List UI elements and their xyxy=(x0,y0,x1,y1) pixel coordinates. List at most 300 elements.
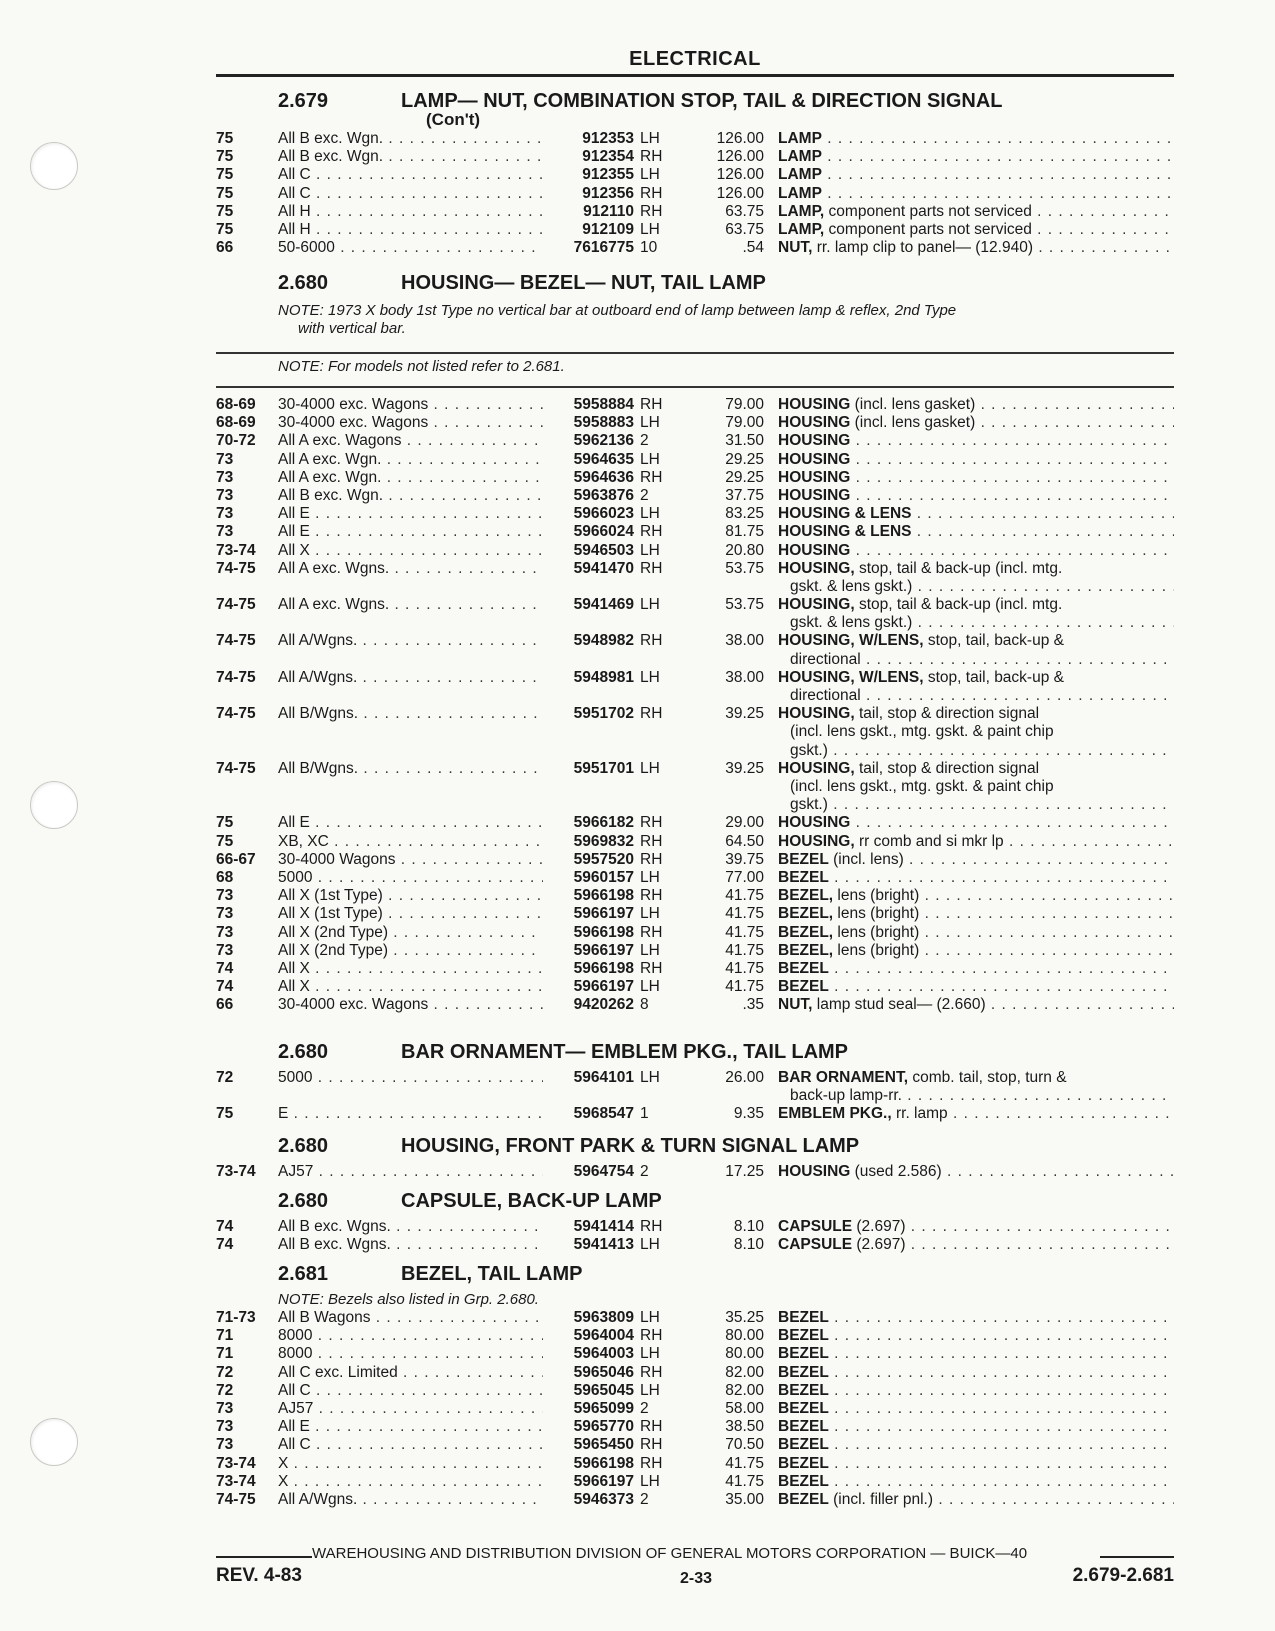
section-heading xyxy=(216,1263,1174,1289)
description-line xyxy=(778,905,1174,923)
part-row xyxy=(216,221,1174,239)
model-application: All A/Wgns. . . . xyxy=(278,1491,543,1509)
description-line xyxy=(778,978,1174,996)
side-or-quantity: RH xyxy=(640,959,663,977)
note-rule-bottom xyxy=(216,386,1174,388)
part-description xyxy=(778,996,1174,1014)
description-text: tail, stop & direction signal xyxy=(854,759,1040,777)
description-line xyxy=(778,221,1174,239)
model-year: 72 xyxy=(216,1381,234,1399)
description-text: tail, stop & direction signal xyxy=(854,705,1040,723)
model-year: 75 xyxy=(216,202,234,220)
description-line xyxy=(778,523,1174,541)
part-number: 5966197 xyxy=(573,905,634,923)
description-text: lens (bright) xyxy=(833,941,920,959)
part-number: 5966198 xyxy=(573,887,634,905)
part-number: 5958883 xyxy=(573,414,634,432)
description-text: (2.697) xyxy=(852,1218,906,1235)
section-heading xyxy=(216,1190,1174,1216)
side-or-quantity: LH xyxy=(640,978,660,996)
side-or-quantity: RH xyxy=(640,559,663,577)
description-keyword: EMBLEM PKG., xyxy=(778,1105,892,1123)
part-description xyxy=(778,1455,1174,1473)
part-description xyxy=(778,239,1174,257)
side-or-quantity: RH xyxy=(640,1436,663,1454)
description-line xyxy=(778,778,1174,796)
side-or-quantity: 2 xyxy=(640,432,649,450)
list-price: 39.25 xyxy=(725,705,764,723)
side-or-quantity: LH xyxy=(640,220,660,238)
model-year: 73 xyxy=(216,1436,234,1454)
part-row xyxy=(216,130,1174,148)
part-description xyxy=(778,905,1174,923)
parts-list xyxy=(216,1163,1174,1181)
part-description xyxy=(778,705,1174,760)
description-text: (incl. filler pnl.) xyxy=(828,1490,934,1508)
list-price: 38.00 xyxy=(725,668,764,686)
part-description xyxy=(778,1163,1174,1181)
part-description xyxy=(778,1327,1174,1345)
description-text: component parts not serviced xyxy=(824,220,1032,238)
part-row xyxy=(216,1400,1174,1418)
side-or-quantity: LH xyxy=(640,130,660,147)
side-or-quantity: RH xyxy=(640,923,663,941)
description-text: gskt.) xyxy=(790,741,828,759)
description-keyword: CAPSULE xyxy=(778,1218,853,1235)
list-price: 41.75 xyxy=(725,978,764,996)
section-number: 2.680 xyxy=(278,1041,329,1063)
section-heading xyxy=(216,1135,1174,1161)
part-row xyxy=(216,414,1174,432)
part-description xyxy=(778,469,1174,487)
side-or-quantity: LH xyxy=(640,450,660,468)
description-line xyxy=(778,1105,1174,1123)
part-number: 5966198 xyxy=(573,959,634,977)
description-line xyxy=(778,851,1174,869)
side-or-quantity: LH xyxy=(640,505,660,523)
part-description xyxy=(778,814,1174,832)
model-application: All H . . . xyxy=(278,203,543,221)
list-price: 58.00 xyxy=(725,1399,764,1417)
side-or-quantity: LH xyxy=(640,1069,660,1086)
section-number: 2.680 xyxy=(278,1190,329,1212)
model-application: All X (1st Type) . . . xyxy=(278,887,543,905)
list-price: 83.25 xyxy=(725,505,764,523)
part-row xyxy=(216,1105,1174,1123)
part-description xyxy=(778,1236,1174,1254)
model-application: AJ57 . . . xyxy=(278,1163,543,1181)
model-application: All X (1st Type) . . . xyxy=(278,905,543,923)
part-row xyxy=(216,487,1174,505)
description-line xyxy=(778,1236,1174,1254)
description-keyword: BEZEL xyxy=(778,1363,829,1381)
part-description xyxy=(778,1218,1174,1236)
description-line xyxy=(778,723,1174,741)
model-year: 71 xyxy=(216,1327,234,1345)
section-title: BEZEL, TAIL LAMP xyxy=(401,1263,583,1285)
list-price: 20.80 xyxy=(725,541,764,559)
part-description xyxy=(778,760,1174,815)
section-note xyxy=(278,302,1174,338)
part-description xyxy=(778,942,1174,960)
description-keyword: BAR ORNAMENT, xyxy=(778,1069,909,1086)
description-text: back-up lamp-rr. xyxy=(790,1087,902,1105)
model-application: All A exc. Wgn. . . . xyxy=(278,451,543,469)
side-or-quantity: LH xyxy=(640,941,660,959)
side-or-quantity: LH xyxy=(640,1309,660,1326)
list-price: 77.00 xyxy=(725,869,764,886)
list-price: 126.00 xyxy=(716,184,764,202)
model-year: 73-74 xyxy=(216,1163,256,1180)
description-line xyxy=(778,1087,1174,1105)
part-row xyxy=(216,942,1174,960)
model-application: 30-4000 Wagons . . . xyxy=(278,851,543,869)
side-or-quantity: RH xyxy=(640,832,663,850)
part-row xyxy=(216,1382,1174,1400)
part-number: 5946373 xyxy=(573,1490,634,1508)
description-keyword: HOUSING, xyxy=(778,596,855,614)
part-description xyxy=(778,1400,1174,1418)
description-keyword: HOUSING xyxy=(778,541,851,559)
description-line xyxy=(778,614,1174,632)
part-row xyxy=(216,996,1174,1014)
part-number: 912109 xyxy=(582,220,634,238)
description-line xyxy=(778,1218,1174,1236)
part-row xyxy=(216,1309,1174,1327)
description-line xyxy=(778,542,1174,560)
model-year: 74-75 xyxy=(216,559,256,577)
section-note: NOTE: For models not listed refer to 2.681. xyxy=(278,358,565,375)
side-or-quantity: RH xyxy=(640,705,663,723)
list-price: 126.00 xyxy=(716,166,764,184)
list-price: 53.75 xyxy=(725,596,764,614)
part-description xyxy=(778,451,1174,469)
part-row xyxy=(216,396,1174,414)
model-year: 70-72 xyxy=(216,432,256,450)
side-or-quantity: RH xyxy=(640,1418,663,1436)
side-or-quantity: RH xyxy=(640,396,663,413)
model-year: 73 xyxy=(216,923,234,941)
section-title: LAMP— NUT, COMBINATION STOP, TAIL & DIRECTION SIGNAL xyxy=(401,90,1003,112)
description-keyword: BEZEL xyxy=(778,1454,829,1472)
side-or-quantity: RH xyxy=(640,148,663,166)
description-line xyxy=(778,960,1174,978)
part-description xyxy=(778,1309,1174,1327)
model-year: 72 xyxy=(216,1069,234,1086)
section-number: 2.681 xyxy=(278,1263,329,1285)
model-year: 74-75 xyxy=(216,705,256,723)
description-keyword: LAMP xyxy=(778,166,822,184)
description-keyword: HOUSING, xyxy=(778,559,855,577)
model-application: All E . . . xyxy=(278,523,543,541)
model-year: 74 xyxy=(216,959,234,977)
description-keyword: LAMP xyxy=(778,184,822,202)
model-year: 74-75 xyxy=(216,668,256,686)
part-number: 5965045 xyxy=(573,1381,634,1399)
part-row xyxy=(216,632,1174,668)
description-line xyxy=(778,1400,1174,1418)
list-price: 37.75 xyxy=(725,486,764,504)
model-year: 73-74 xyxy=(216,541,256,559)
model-application: All B exc. Wgn. . . . xyxy=(278,487,543,505)
description-keyword: BEZEL xyxy=(778,850,829,868)
part-row xyxy=(216,1327,1174,1345)
model-year: 75 xyxy=(216,148,234,166)
description-line xyxy=(778,869,1174,887)
description-keyword: HOUSING xyxy=(778,450,851,468)
section-heading xyxy=(216,90,1174,116)
description-text: lens (bright) xyxy=(833,887,920,905)
part-row xyxy=(216,960,1174,978)
description-line xyxy=(778,705,1174,723)
section-2-680-bar-ornament xyxy=(216,1041,1174,1124)
model-year: 66 xyxy=(216,239,234,257)
binder-hole xyxy=(30,781,78,829)
side-or-quantity: RH xyxy=(640,814,663,832)
part-description xyxy=(778,924,1174,942)
description-text: component parts not serviced xyxy=(824,202,1032,220)
model-year: 73 xyxy=(216,468,234,486)
part-row xyxy=(216,760,1174,815)
list-price: 38.00 xyxy=(725,632,764,650)
list-price: 31.50 xyxy=(725,432,764,450)
description-text: (2.697) xyxy=(852,1236,906,1254)
description-line xyxy=(778,1327,1174,1345)
description-line xyxy=(778,1364,1174,1382)
description-keyword: HOUSING xyxy=(778,814,851,832)
description-line xyxy=(778,632,1174,650)
part-row xyxy=(216,542,1174,560)
part-row xyxy=(216,451,1174,469)
description-line xyxy=(778,239,1174,257)
part-row xyxy=(216,1491,1174,1509)
part-number: 5941469 xyxy=(573,596,634,614)
part-row xyxy=(216,239,1174,257)
list-price: .54 xyxy=(742,239,764,257)
part-number: 5951702 xyxy=(573,705,634,723)
model-year: 73 xyxy=(216,450,234,468)
description-text: (incl. lens gasket) xyxy=(850,396,976,413)
list-price: 29.25 xyxy=(725,468,764,486)
side-or-quantity: LH xyxy=(640,166,660,184)
section-2-680-housing-bezel xyxy=(216,272,1174,338)
part-number: 5962136 xyxy=(573,432,634,450)
model-application: All B/Wgns. . . . xyxy=(278,705,543,723)
list-price: 79.00 xyxy=(725,414,764,432)
side-or-quantity: LH xyxy=(640,1472,660,1490)
side-or-quantity: RH xyxy=(640,468,663,486)
part-description xyxy=(778,833,1174,851)
model-application: All X (2nd Type) . . . xyxy=(278,942,543,960)
list-price: 41.75 xyxy=(725,905,764,923)
footer-division-text: WAREHOUSING AND DISTRIBUTION DIVISION OF GENERAL MOTORS CORPORATION — BUICK—40 xyxy=(312,1545,1028,1562)
side-or-quantity: 2 xyxy=(640,1163,649,1180)
model-application: 8000 . . . xyxy=(278,1327,543,1345)
list-price: 35.00 xyxy=(725,1490,764,1508)
part-number: 5948982 xyxy=(573,632,634,650)
part-description xyxy=(778,505,1174,523)
part-description xyxy=(778,978,1174,996)
list-price: 41.75 xyxy=(725,941,764,959)
description-line xyxy=(778,1436,1174,1454)
part-number: 5963876 xyxy=(573,486,634,504)
description-text: gskt. & lens gskt.) xyxy=(790,577,913,595)
description-line xyxy=(778,796,1174,814)
section-subtitle: (Con't) xyxy=(426,110,481,129)
footer-rule xyxy=(216,1556,312,1558)
section-heading xyxy=(216,272,1174,298)
note-rule-top xyxy=(216,352,1174,354)
description-keyword: BEZEL, xyxy=(778,887,834,905)
part-number: 5966197 xyxy=(573,978,634,996)
part-description xyxy=(778,432,1174,450)
description-text: lamp stud seal— (2.660) xyxy=(812,996,986,1014)
description-line xyxy=(778,1473,1174,1491)
part-description xyxy=(778,487,1174,505)
description-keyword: HOUSING, xyxy=(778,759,855,777)
part-row xyxy=(216,523,1174,541)
part-description xyxy=(778,130,1174,148)
part-row xyxy=(216,469,1174,487)
description-line xyxy=(778,1455,1174,1473)
description-keyword: HOUSING xyxy=(778,414,851,432)
description-text: directional xyxy=(790,687,861,705)
model-year: 66 xyxy=(216,996,234,1014)
description-keyword: HOUSING, xyxy=(778,832,855,850)
description-keyword: BEZEL xyxy=(778,1418,829,1436)
part-description xyxy=(778,669,1174,705)
list-price: 41.75 xyxy=(725,1472,764,1490)
model-year: 73 xyxy=(216,1418,234,1436)
list-price: 41.75 xyxy=(725,1454,764,1472)
side-or-quantity: RH xyxy=(640,632,663,650)
list-price: 35.25 xyxy=(725,1309,764,1326)
part-row xyxy=(216,560,1174,596)
binder-hole xyxy=(30,1418,78,1466)
part-description xyxy=(778,523,1174,541)
description-line xyxy=(778,166,1174,184)
model-application: All E . . . xyxy=(278,505,543,523)
description-line xyxy=(778,1345,1174,1363)
section-title: BAR ORNAMENT— EMBLEM PKG., TAIL LAMP xyxy=(401,1041,849,1063)
part-description xyxy=(778,166,1174,184)
section-2-681 xyxy=(216,1263,1174,1509)
description-line xyxy=(778,414,1174,432)
description-text: stop, tail, back-up & xyxy=(923,668,1064,686)
description-line xyxy=(778,833,1174,851)
part-description xyxy=(778,1345,1174,1363)
part-number: 5941470 xyxy=(573,559,634,577)
side-or-quantity: LH xyxy=(640,759,660,777)
part-number: 7616775 xyxy=(573,239,634,257)
part-row xyxy=(216,833,1174,851)
description-text: lens (bright) xyxy=(833,905,920,923)
model-application: All A/Wgns. . . . xyxy=(278,632,543,650)
description-text: (incl. lens) xyxy=(828,850,904,868)
model-year: 71 xyxy=(216,1345,234,1363)
model-year: 75 xyxy=(216,832,234,850)
model-application: All A exc. Wgns. . . . xyxy=(278,596,543,614)
model-year: 73-74 xyxy=(216,1454,256,1472)
part-number: 5963809 xyxy=(573,1309,634,1326)
description-keyword: BEZEL, xyxy=(778,941,834,959)
part-description xyxy=(778,1105,1174,1123)
part-number: 912110 xyxy=(583,202,634,220)
part-row xyxy=(216,851,1174,869)
side-or-quantity: 2 xyxy=(640,1490,649,1508)
model-application: E . . . xyxy=(278,1105,543,1123)
section-number: 2.680 xyxy=(278,1135,329,1157)
model-year: 75 xyxy=(216,814,234,832)
description-keyword: BEZEL xyxy=(778,1490,829,1508)
part-number: 5965046 xyxy=(573,1363,634,1381)
model-application: All A exc. Wgn. . . . xyxy=(278,469,543,487)
section-title: HOUSING, FRONT PARK & TURN SIGNAL LAMP xyxy=(401,1135,860,1157)
footer-rule xyxy=(1100,1556,1174,1558)
part-row xyxy=(216,166,1174,184)
description-line xyxy=(778,396,1174,414)
part-description xyxy=(778,1436,1174,1454)
part-number: 912353 xyxy=(582,130,634,147)
description-line xyxy=(778,1309,1174,1327)
part-row xyxy=(216,1218,1174,1236)
description-line xyxy=(778,814,1174,832)
description-keyword: LAMP xyxy=(778,130,822,147)
model-year: 73 xyxy=(216,486,234,504)
side-or-quantity: RH xyxy=(640,1454,663,1472)
description-line xyxy=(778,942,1174,960)
list-price: 39.25 xyxy=(725,759,764,777)
side-or-quantity: RH xyxy=(640,1327,663,1345)
model-year: 68-69 xyxy=(216,396,256,413)
side-or-quantity: 8 xyxy=(640,996,649,1014)
description-keyword: HOUSING xyxy=(778,432,851,450)
description-keyword: LAMP xyxy=(778,148,822,166)
part-row xyxy=(216,1418,1174,1436)
description-line xyxy=(778,687,1174,705)
side-or-quantity: LH xyxy=(640,1381,660,1399)
part-description xyxy=(778,1491,1174,1509)
description-text: (incl. lens gskt., mtg. gskt. & paint chip xyxy=(790,778,1054,796)
list-price: 29.25 xyxy=(725,450,764,468)
part-number: 5958884 xyxy=(573,396,634,413)
list-price: 64.50 xyxy=(725,832,764,850)
description-text: lens (bright) xyxy=(833,923,920,941)
model-application: 5000 . . . xyxy=(278,1069,543,1087)
side-or-quantity: LH xyxy=(640,1345,660,1363)
side-or-quantity: RH xyxy=(640,184,663,202)
model-application: All B exc. Wgn. . . . xyxy=(278,148,543,166)
parts-list xyxy=(216,130,1174,257)
part-number: 5966023 xyxy=(573,505,634,523)
model-application: AJ57 . . . xyxy=(278,1400,543,1418)
header-rule xyxy=(216,74,1174,77)
note-line: with vertical bar. xyxy=(298,320,406,337)
side-or-quantity: LH xyxy=(640,869,660,886)
parts-list xyxy=(216,1218,1174,1254)
list-price: 82.00 xyxy=(725,1381,764,1399)
description-line xyxy=(778,487,1174,505)
part-number: 912355 xyxy=(582,166,634,184)
description-keyword: NUT, xyxy=(778,996,813,1014)
model-year: 74 xyxy=(216,1218,234,1235)
part-row xyxy=(216,505,1174,523)
description-line xyxy=(778,669,1174,687)
binder-hole xyxy=(30,142,78,190)
part-number: 5964101 xyxy=(573,1069,634,1086)
part-number: 5966182 xyxy=(573,814,634,832)
side-or-quantity: 1 xyxy=(640,1105,649,1123)
